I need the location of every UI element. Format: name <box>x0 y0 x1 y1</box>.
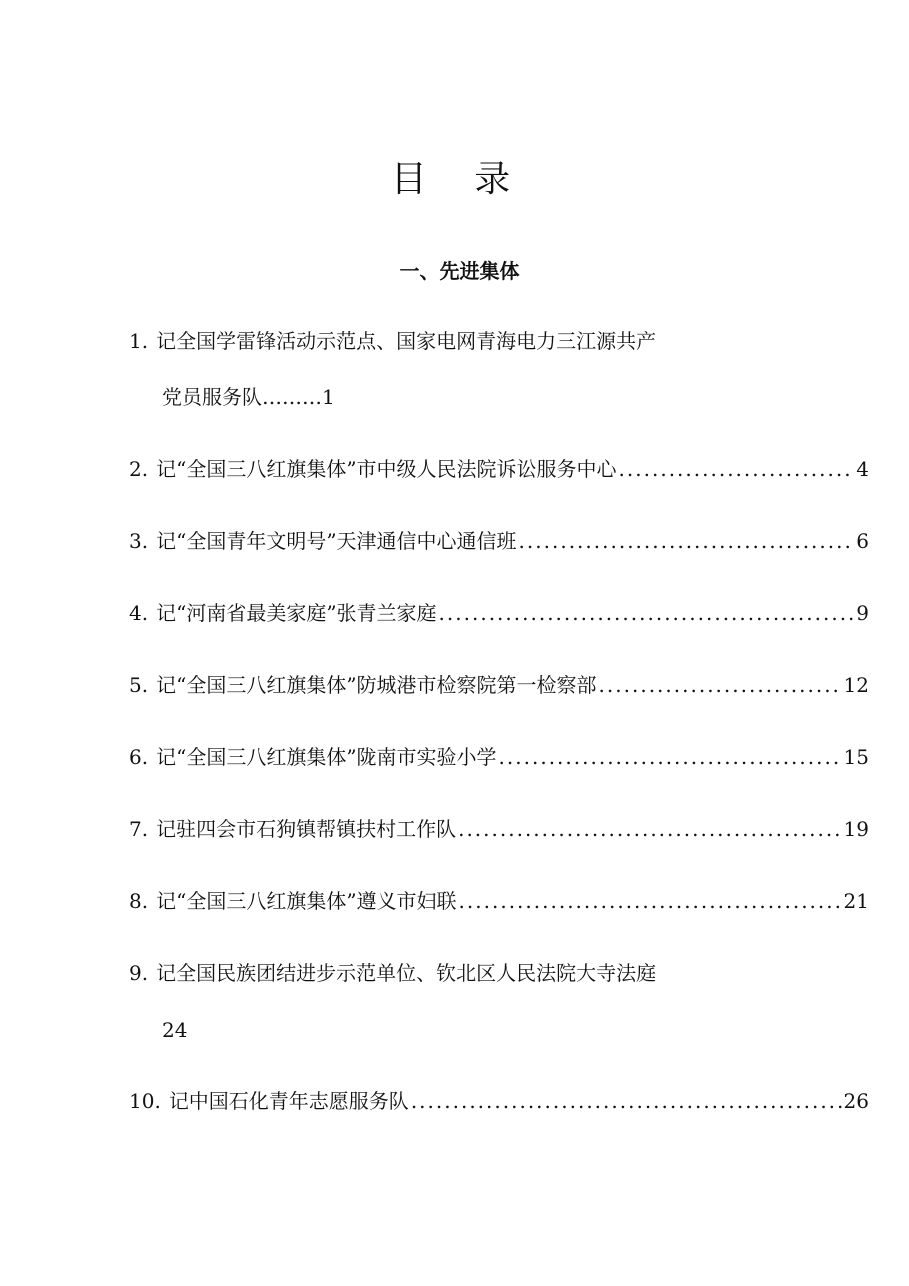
entry-number: 3. <box>129 529 149 553</box>
entry-page-number: 19 <box>843 817 869 841</box>
entry-title: 记全国民族团结进步示范单位、钦北区人民法院大寺法庭 <box>156 961 657 985</box>
toc-entry-3[interactable] <box>129 526 869 556</box>
toc-entry-4[interactable] <box>129 598 869 628</box>
toc-entry-7[interactable] <box>129 814 869 844</box>
entry-continuation: 党员服务队………1 <box>162 385 335 409</box>
entry-number: 8. <box>129 889 149 913</box>
entry-number: 7. <box>129 817 149 841</box>
entry-title: 记“全国三八红旗集体”防城港市检察院第一检察部 <box>156 673 597 697</box>
dot-leader <box>619 454 855 484</box>
entry-page-number: 21 <box>843 889 869 913</box>
toc-entry-10[interactable] <box>129 1086 869 1116</box>
entry-title: 记“全国三八红旗集体”陇南市实验小学 <box>156 745 497 769</box>
entry-number: 1. <box>129 329 149 353</box>
entry-title: 记驻四会市石狗镇帮镇扶村工作队 <box>156 817 457 841</box>
entry-title: 记全国学雷锋活动示范点、国家电网青海电力三江源共产 <box>156 329 657 353</box>
toc-entry-5[interactable] <box>129 670 869 700</box>
toc-title: 目 录 <box>390 159 529 200</box>
entry-page-number: 6 <box>856 529 869 553</box>
entry-page-number: 26 <box>843 1089 869 1113</box>
dot-leader <box>499 742 842 772</box>
dot-leader <box>599 670 842 700</box>
entry-number: 2. <box>129 457 149 481</box>
entry-page-number: 9 <box>856 601 869 625</box>
entry-page-number: 4 <box>856 457 869 481</box>
dot-leader <box>411 1086 842 1116</box>
toc-entry-8[interactable] <box>129 886 869 916</box>
entry-title: 记“河南省最美家庭”张青兰家庭 <box>156 601 437 625</box>
entry-number: 9. <box>129 961 149 985</box>
entry-page-number: 12 <box>843 673 869 697</box>
entry-number: 6. <box>129 745 149 769</box>
toc-entry-6[interactable] <box>129 742 869 772</box>
section-heading: 一、先进集体 <box>399 259 520 283</box>
toc-entry-1[interactable] <box>129 326 869 409</box>
dot-leader <box>439 598 855 628</box>
dot-leader <box>458 814 841 844</box>
entry-title: 记“全国青年文明号”天津通信中心通信班 <box>156 529 517 553</box>
toc-entry-2[interactable] <box>129 454 869 484</box>
entry-continuation: 24 <box>162 1018 188 1042</box>
dot-leader <box>459 886 842 916</box>
entry-number: 5. <box>129 673 149 697</box>
entry-number: 10. <box>129 1089 161 1113</box>
entry-title: 记“全国三八红旗集体”市中级人民法院诉讼服务中心 <box>156 457 617 481</box>
entry-title: 记“全国三八红旗集体”遵义市妇联 <box>156 889 457 913</box>
entry-page-number: 15 <box>843 745 869 769</box>
dot-leader <box>519 526 855 556</box>
entry-title: 记中国石化青年志愿服务队 <box>168 1089 409 1113</box>
toc-entry-9[interactable] <box>129 958 869 1042</box>
entry-number: 4. <box>129 601 149 625</box>
